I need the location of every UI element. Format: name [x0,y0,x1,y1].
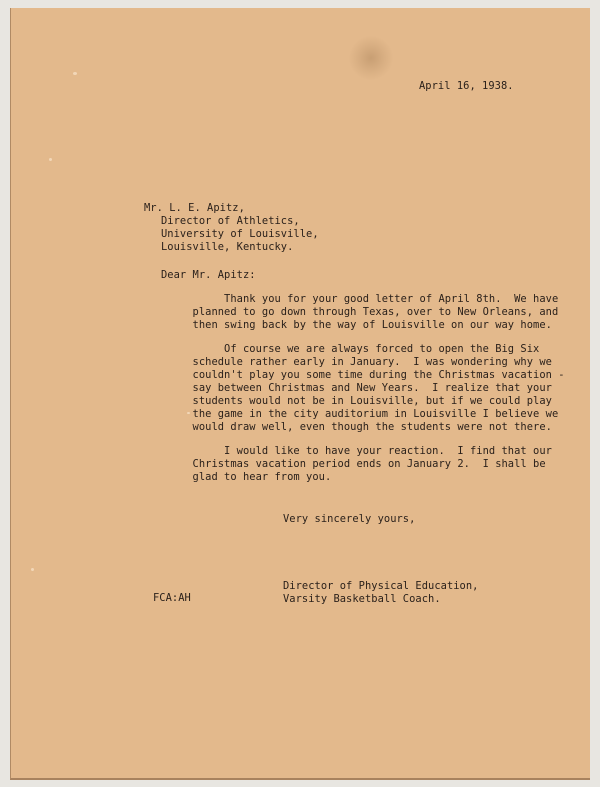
letter-date: April 16, 1938. [419,80,514,92]
letter-page [10,8,590,780]
signature-title: Varsity Basketball Coach. [283,593,441,605]
salutation: Dear Mr. Apitz: [161,269,256,281]
body-line: the game in the city auditorium in Louisville I believe we [161,408,559,420]
body-line: then swing back by the way of Louisville on our way home. [161,319,552,331]
complimentary-close: Very sincerely yours, [283,513,416,525]
recipient-city: Louisville, Kentucky. [161,241,294,253]
body-line: I would like to have your reaction. I find that our [161,445,552,457]
paper-speck [49,158,52,161]
recipient-title: Director of Athletics, [161,215,300,227]
signature-title: Director of Physical Education, [283,580,479,592]
body-line: students would not be in Louisville, but if we could play [161,395,552,407]
typist-initials: FCA:AH [153,592,191,604]
body-line: would draw well, even though the students were not there. [161,421,552,433]
body-line: say between Christmas and New Years. I realize that your [161,382,552,394]
body-line: Of course we are always forced to open the Big Six [161,343,540,355]
body-line: couldn't play you some time during the Christmas vacation - [161,369,565,381]
body-line: Thank you for your good letter of April 8th. We have [161,293,559,305]
recipient-name: Mr. L. E. Apitz, [144,202,245,214]
body-line: glad to hear from you. [161,471,332,483]
body-line: Christmas vacation period ends on January 2. I shall be [161,458,546,470]
body-line: planned to go down through Texas, over to New Orleans, and [161,306,559,318]
paper-stain [349,36,393,80]
recipient-institution: University of Louisville, [161,228,319,240]
paper-speck [31,568,34,571]
paper-speck [73,72,77,75]
body-line: schedule rather early in January. I was wondering why we [161,356,552,368]
